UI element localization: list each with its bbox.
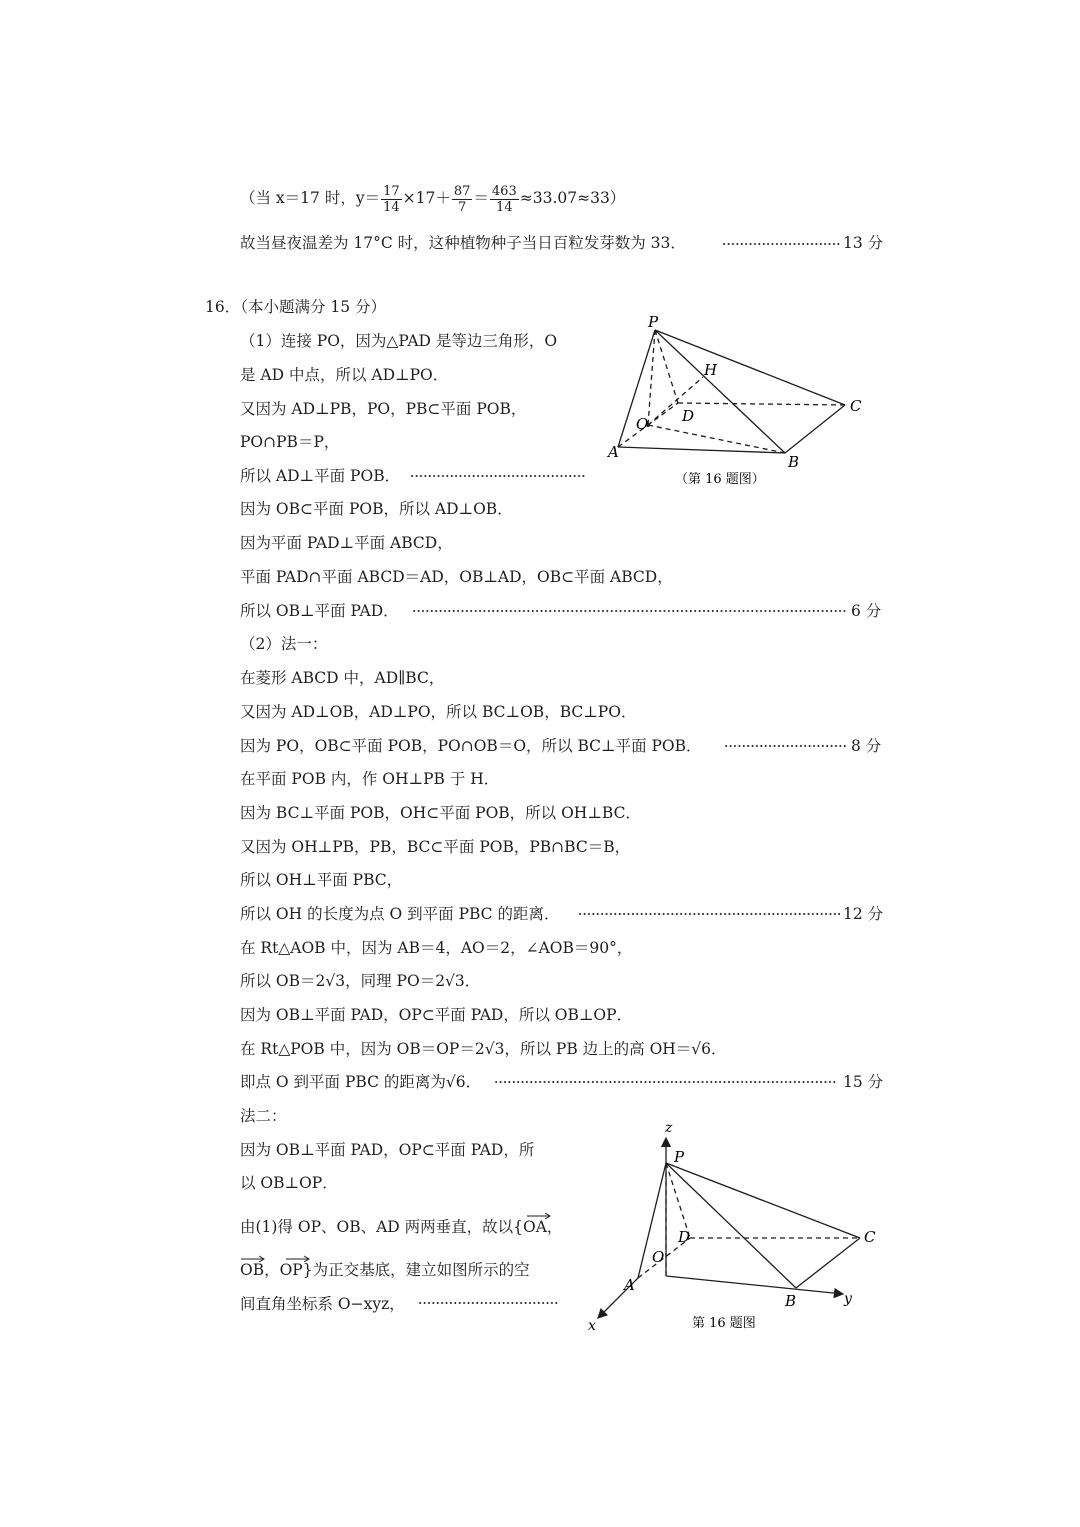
solution-line: 由(1)得 OP、OB、AD 两两垂直，故以{OA， [240,1218,563,1236]
figure-caption: 第 16 题图 [692,1316,756,1331]
problem-header: 16．（本小题满分 15 分） [205,298,387,316]
solution-line: OB，OP}为正交基底，建立如图所示的空 [240,1261,530,1279]
solution-line: （1）连接 PO，因为△PAD 是等边三角形，O [240,332,558,350]
score-6: 6 分 [851,602,882,620]
label-p: P [648,313,659,331]
label-o: O [652,1248,665,1266]
solution-line: 所以 AD⊥平面 POB． [240,467,401,485]
label-y: y [844,1291,852,1307]
label-b: B [785,1292,797,1310]
solution-line: 因为 OB⊂平面 POB，所以 AD⊥OB． [240,500,513,518]
fraction-463-14: $\frac{463}{14}$ [491,183,517,215]
score-leader [494,1081,836,1083]
solution-line: （2）法一： [240,635,328,653]
solution-line: 间直角坐标系 O−xyz， [240,1295,405,1313]
vector-arrow-op [285,1254,311,1262]
calc-suffix: ≈33.07≈33） [519,189,626,207]
label-p: P [674,1148,685,1166]
calc-mid2: ＝ [473,189,489,207]
coordinate-diagram [578,1118,878,1338]
vector-arrow-ob [240,1254,266,1262]
calc-prefix: （当 x＝17 时，y＝ [240,189,381,207]
label-a: A [608,443,619,461]
calc-line [240,180,625,216]
solution-line: 在 Rt△AOB 中，因为 AB＝4，AO＝2，∠AOB＝90°， [240,939,633,957]
score-12: 12 分 [843,905,884,923]
calc-mid1: ×17＋ [402,189,451,207]
solution-line: 因为 OB⊥平面 PAD，OP⊂平面 PAD，所以 OB⊥OP． [240,1006,633,1024]
figure-caption: （第 16 题图） [675,472,765,487]
solution-line: 在平面 POB 内，作 OH⊥PB 于 H． [240,770,500,788]
label-a: A [624,1276,635,1294]
pyramid-figure-1 [600,305,880,495]
label-h: H [704,361,718,379]
fraction-17-14: $\frac{17}{14}$ [383,183,400,215]
solution-line: 又因为 AD⊥OB，AD⊥PO，所以 BC⊥OB，BC⊥PO． [240,703,637,721]
label-b: B [788,453,800,471]
score-8: 8 分 [851,737,882,755]
solution-line: 又因为 AD⊥PB，PO，PB⊂平面 POB， [240,400,527,418]
solution-line: 所以 OB⊥平面 PAD． [240,602,399,620]
label-c: C [850,397,862,415]
solution-line: 即点 O 到平面 PBC 的距离为√6． [240,1073,482,1091]
solution-line: 在菱形 ABCD 中，AD∥BC， [240,669,445,687]
coordinate-figure-2 [578,1118,878,1338]
solution-line: 因为 BC⊥平面 POB，OH⊂平面 POB，所以 OH⊥BC． [240,804,641,822]
label-x: x [588,1318,596,1334]
vector-arrow-oa [526,1211,552,1219]
label-d: D [678,1228,691,1246]
score-leader [578,913,840,915]
solution-line: PO∩PB＝P， [240,433,340,451]
solution-line: 平面 PAD∩平面 ABCD＝AD，OB⊥AD，OB⊂平面 ABCD， [240,568,673,586]
pyramid-diagram [600,305,880,495]
score-leader [722,243,840,245]
score-15: 15 分 [843,1073,884,1091]
label-o: O [636,415,649,433]
score-13: 13 分 [843,234,884,252]
label-z: z [665,1120,673,1136]
solution-line: 又因为 OH⊥PB，PB，BC⊂平面 POB，PB∩BC＝B， [240,838,631,856]
solution-line: 所以 OB＝2√3，同理 PO＝2√3． [240,972,481,990]
solution-line: 因为 PO，OB⊂平面 POB，PO∩OB＝O，所以 BC⊥平面 POB． [240,737,702,755]
solution-line: 法二： [240,1107,287,1125]
fraction-87-7: $\frac{87}{7}$ [453,183,471,215]
score-leader [724,745,848,747]
conclusion-line: 故当昼夜温差为 17°C 时，这种植物种子当日百粒发芽数为 33． [240,234,686,252]
solution-line: 所以 OH 的长度为点 O 到平面 PBC 的距离． [240,905,560,923]
solution-line: 所以 OH⊥平面 PBC， [240,871,403,889]
label-c: C [864,1228,876,1246]
solution-line: 在 Rt△POB 中，因为 OB＝OP＝2√3，所以 PB 边上的高 OH＝√6． [240,1040,727,1058]
score-leader [418,1302,558,1304]
score-leader [410,475,585,477]
solution-line: 因为 OB⊥平面 PAD，OP⊂平面 PAD，所 [240,1141,535,1159]
score-leader [412,610,848,612]
solution-line: 是 AD 中点，所以 AD⊥PO． [240,366,449,384]
solution-line: 以 OB⊥OP． [240,1174,338,1192]
label-d: D [682,407,695,425]
solution-line: 因为平面 PAD⊥平面 ABCD， [240,534,453,552]
